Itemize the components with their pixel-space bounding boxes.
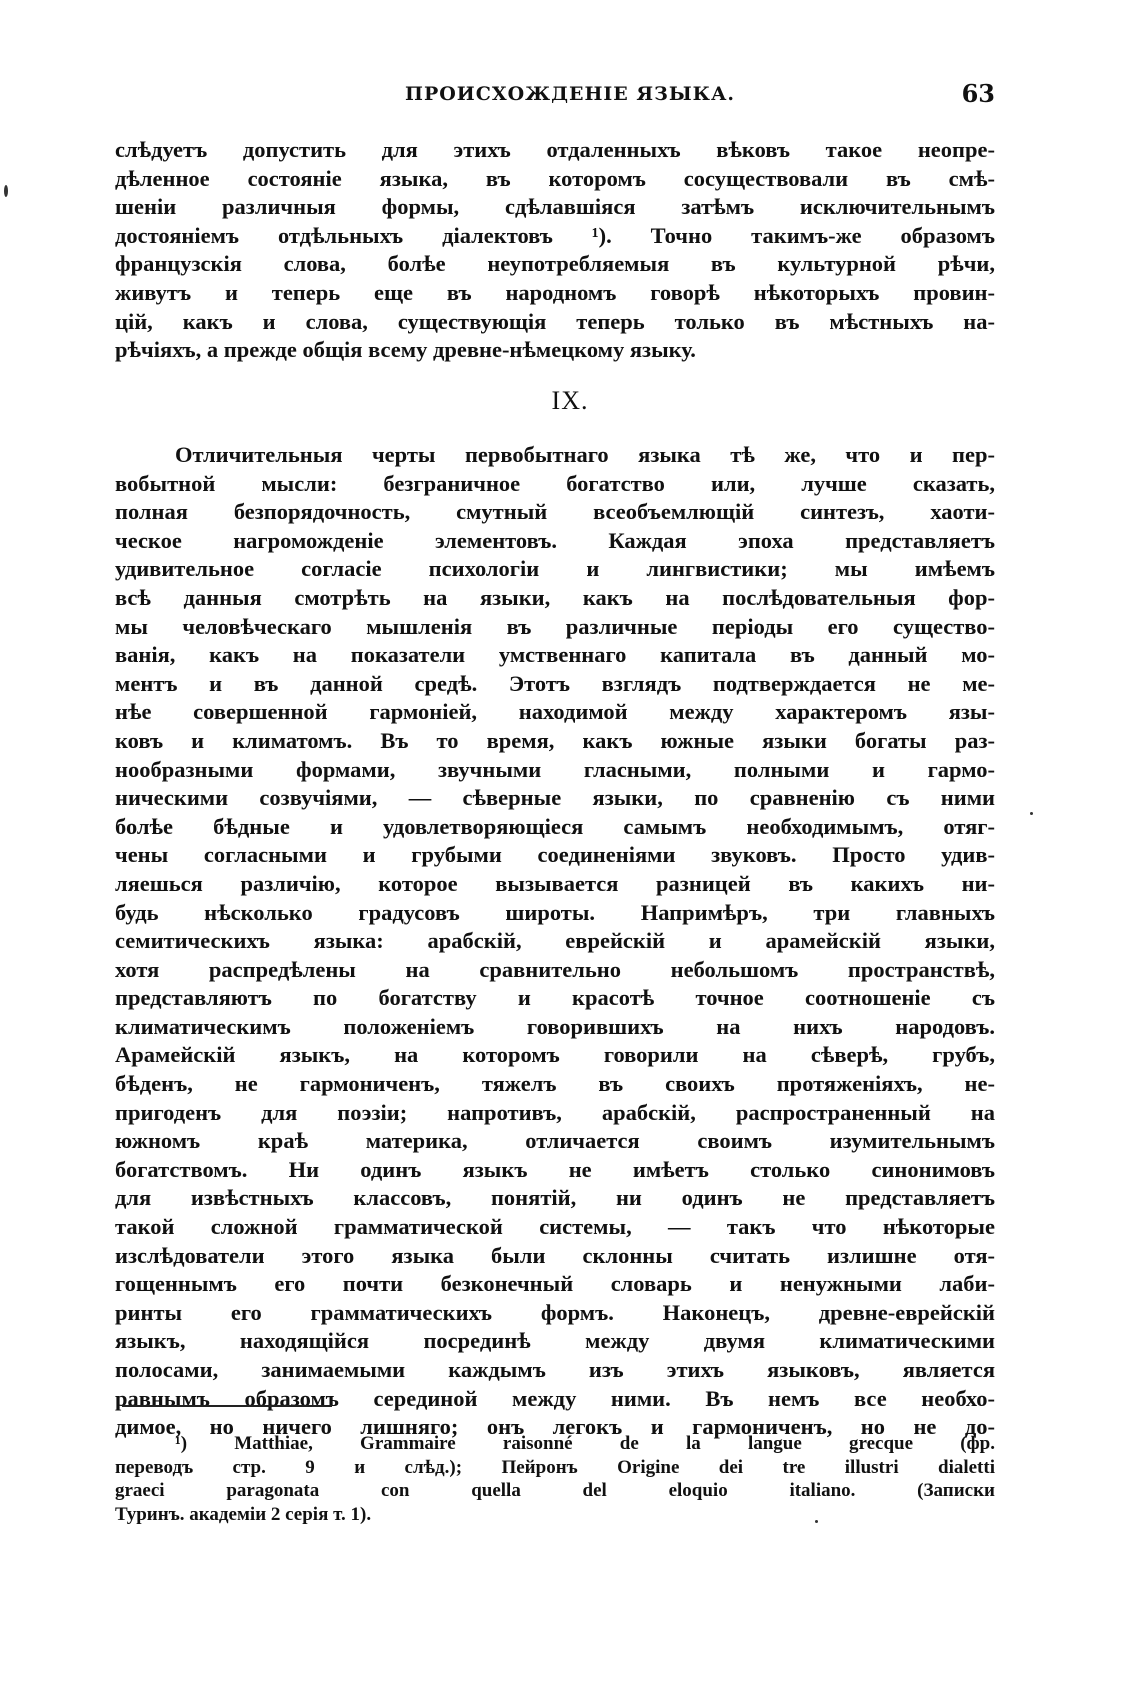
text-line: нообразными формами, звучными гласными, полными и гармо- bbox=[115, 756, 995, 782]
text-line: ковъ и климатомъ. Въ то время, какъ южные языки богаты раз- bbox=[115, 727, 995, 753]
text-line: рѣчіяхъ, а прежде общія всему древне-нѣмецкому языку. bbox=[115, 337, 696, 363]
text-line: такой сложной грамматической системы, — такъ что нѣкоторые bbox=[115, 1214, 995, 1240]
text-line: хотя распредѣлены на сравнительно небольшомъ пространствѣ, bbox=[115, 956, 995, 982]
text-line: французскія слова, болѣе неупотребляемыя въ культурной рѣчи, bbox=[115, 251, 995, 277]
text-line: живутъ и теперь еще въ народномъ говорѣ нѣкоторыхъ провин- bbox=[115, 279, 995, 305]
text-line: нѣе совершенной гармоніей, находимой между характеромъ язы- bbox=[115, 699, 995, 725]
text-line: полная безпорядочность, смутный всеобъемлющій синтезъ, хаоти- bbox=[115, 499, 995, 525]
text-line: бѣденъ, не гармониченъ, тяжелъ въ своихъ протяженіяхъ, не- bbox=[115, 1071, 995, 1097]
paragraph-2 bbox=[115, 441, 995, 1442]
text-line: мы человѣческаго мышленія въ различные періоды его существо- bbox=[115, 613, 995, 639]
text-line: ческое нагроможденіе элементовъ. Каждая эпоха представляетъ bbox=[115, 527, 995, 553]
text-line: для извѣстныхъ классовъ, понятій, ни одинъ не представляетъ bbox=[115, 1185, 995, 1211]
text-line: ринты его грамматическихъ формъ. Наконецъ, древне-еврейскій bbox=[115, 1299, 995, 1325]
footnote bbox=[115, 1432, 995, 1526]
text-line: южномъ краѣ материка, отличается своимъ изумительнымъ bbox=[115, 1128, 995, 1154]
text-line: слѣдуетъ допустить для этихъ отдаленныхъ вѣковъ такое неопре- bbox=[115, 137, 995, 162]
text-line: языкъ, находящійся посрединѣ между двумя климатическими bbox=[115, 1328, 995, 1354]
text-line: дѣленное состояніе языка, въ которомъ сосуществовали въ смѣ- bbox=[115, 165, 995, 191]
text-line: Арамейскій языкъ, на которомъ говорили на сѣверѣ, грубъ, bbox=[115, 1042, 995, 1068]
text-line: равнымъ образомъ серединой между ними. Въ немъ все необхо- bbox=[115, 1385, 995, 1411]
scan-speck bbox=[815, 1520, 818, 1523]
text-line: гощеннымъ его почти безконечный словарь и ненужными лаби- bbox=[115, 1271, 995, 1297]
text-line: будь нѣсколько градусовъ широты. Напримѣръ, три главныхъ bbox=[115, 899, 995, 925]
text-line: чены согласными и грубыми соединеніями звуковъ. Просто удив- bbox=[115, 842, 995, 868]
text-line: вобытной мысли: безграничное богатство или, лучше сказать, bbox=[115, 470, 995, 496]
page-number: 63 bbox=[961, 79, 995, 108]
text-line: димое, но ничего лишняго; онъ легокъ и гармониченъ, но не до- bbox=[115, 1414, 995, 1440]
scan-speck bbox=[4, 185, 8, 197]
text-line: ляешься различію, которое вызывается разницей въ какихъ ни- bbox=[115, 870, 995, 896]
running-head: ПРОИСХОЖДЕНІЕ ЯЗЫКА. bbox=[405, 83, 736, 105]
footnote-line: ¹) Matthiae, Grammaire raisonné de la langue grecque (фр. bbox=[175, 1433, 995, 1454]
text-line: удивительное согласіе психологіи и лингвистики; мы имѣемъ bbox=[115, 556, 995, 582]
text-line: ментъ и въ данной средѣ. Этотъ взглядъ подтверждается не ме- bbox=[115, 670, 995, 696]
text-line: всѣ данныя смотрѣть на языки, какъ на послѣдовательныя фор- bbox=[115, 584, 995, 610]
text-line: пригоденъ для поэзіи; напротивъ, арабскій, распространенный на bbox=[115, 1099, 995, 1125]
text-line: болѣе бѣдные и удовлетворяющіеся самымъ необходимымъ, отяг- bbox=[115, 813, 995, 839]
footnote-line: Туринъ. академіи 2 серія т. 1). bbox=[115, 1503, 372, 1525]
footnote-line: переводъ стр. 9 и слѣд.); Пейронъ Origine dei tre illustri dialetti bbox=[115, 1456, 995, 1478]
text-line: ническими созвучіями, — сѣверные языки, по сравненію съ ними bbox=[115, 785, 995, 811]
text-line: климатическимъ положеніемъ говорившихъ на нихъ народовъ. bbox=[115, 1013, 995, 1039]
footnote-separator bbox=[122, 1405, 332, 1407]
text-line: полосами, занимаемыми каждымъ изъ этихъ языковъ, является bbox=[115, 1357, 995, 1382]
text-line: шеніи различныя формы, сдѣлавшіяся затѣмъ исключительнымъ bbox=[115, 194, 995, 220]
section-heading: IX. bbox=[551, 386, 589, 415]
text-line: изслѣдователи этого языка были склонны считать излишне отя- bbox=[115, 1242, 995, 1268]
text-line: Отличительныя черты первобытнаго языка тѣ же, что и пер- bbox=[175, 442, 995, 467]
text-line: ванія, какъ на показатели умственнаго капитала въ данный мо- bbox=[115, 642, 995, 668]
text-line: семитическихъ языка: арабскій, еврейскій и арамейскій языки, bbox=[115, 928, 995, 954]
text-line: достояніемъ отдѣльныхъ діалектовъ ¹). Точно такимъ-же образомъ bbox=[115, 222, 995, 248]
scan-speck bbox=[1030, 812, 1033, 815]
text-line: богатствомъ. Ни одинъ языкъ не имѣетъ столько синонимовъ bbox=[115, 1156, 995, 1182]
paragraph-1 bbox=[115, 136, 995, 365]
text-line: представляютъ по богатству и красотѣ точное соотношеніе съ bbox=[115, 985, 995, 1011]
page-header bbox=[115, 79, 995, 113]
footnote-line: graeci paragonata con quella del eloquio italiano. (Записки bbox=[115, 1480, 995, 1501]
text-line: цій, какъ и слова, существующія теперь только въ мѣстныхъ на- bbox=[115, 308, 995, 334]
